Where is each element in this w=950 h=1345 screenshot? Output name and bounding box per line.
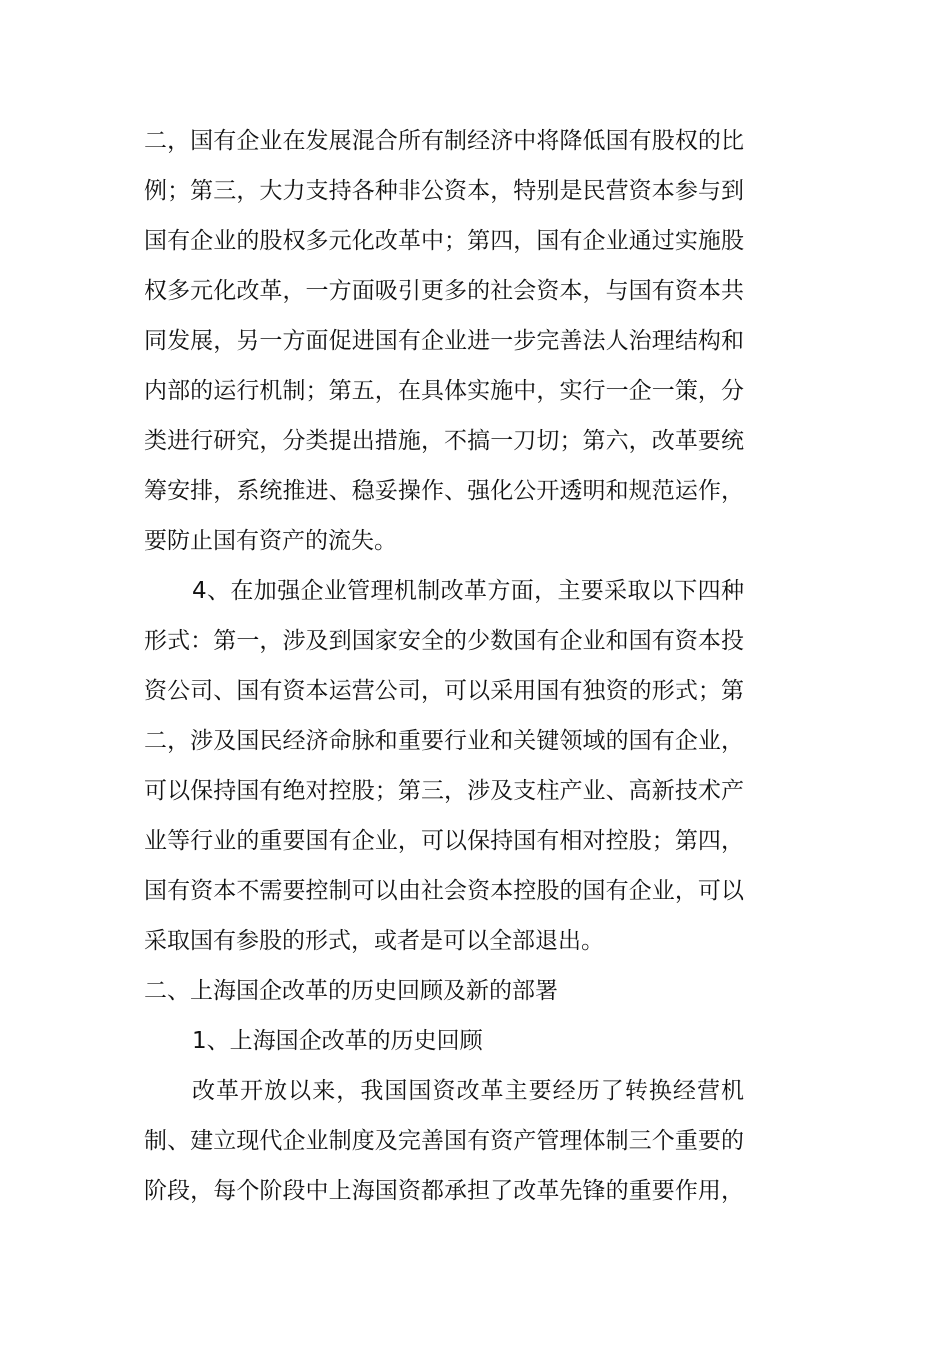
subsection-heading: 1、上海国企改革的历史回顾: [192, 1028, 483, 1054]
text-line: 阶段，每个阶段中上海国资都承担了改革先锋的重要作用，: [144, 1178, 744, 1204]
text-line: 类进行研究，分类提出措施，不搞一刀切；第六，改革要统: [144, 428, 744, 454]
text-line: 例；第三，大力支持各种非公资本，特别是民营资本参与到: [144, 178, 744, 204]
paragraph-heading-line: 4、在加强企业管理机制改革方面，主要采取以下四种: [192, 578, 744, 604]
text-line: 二，涉及国民经济命脉和重要行业和关键领域的国有企业，: [144, 728, 744, 754]
text-line: 二，国有企业在发展混合所有制经济中将降低国有股权的比: [144, 128, 744, 154]
text-line: 资公司、国有资本运营公司，可以采用国有独资的形式；第: [144, 678, 744, 704]
body-text: [144, 116, 744, 1216]
text-line: 采取国有参股的形式，或者是可以全部退出。: [144, 928, 604, 954]
text-line: 权多元化改革，一方面吸引更多的社会资本，与国有资本共: [144, 278, 744, 304]
text-line: 形式：第一，涉及到国家安全的少数国有企业和国有资本投: [144, 628, 744, 654]
text-line: 内部的运行机制；第五，在具体实施中，实行一企一策，分: [144, 378, 744, 404]
text-line: 同发展，另一方面促进国有企业进一步完善法人治理结构和: [144, 328, 744, 354]
text-line: 业等行业的重要国有企业，可以保持国有相对控股；第四，: [144, 828, 744, 854]
text-line: 可以保持国有绝对控股；第三，涉及支柱产业、高新技术产: [144, 778, 744, 804]
section-heading: 二、上海国企改革的历史回顾及新的部署: [144, 978, 558, 1004]
text-line: 要防止国有资产的流失。: [144, 528, 397, 554]
text-line: 改革开放以来，我国国资改革主要经历了转换经营机: [192, 1078, 744, 1104]
text-line: 国有企业的股权多元化改革中；第四，国有企业通过实施股: [144, 228, 744, 254]
text-line: 筹安排，系统推进、稳妥操作、强化公开透明和规范运作，: [144, 478, 744, 504]
text-line: 制、建立现代企业制度及完善国有资产管理体制三个重要的: [144, 1128, 744, 1154]
text-line: 国有资本不需要控制可以由社会资本控股的国有企业，可以: [144, 878, 744, 904]
